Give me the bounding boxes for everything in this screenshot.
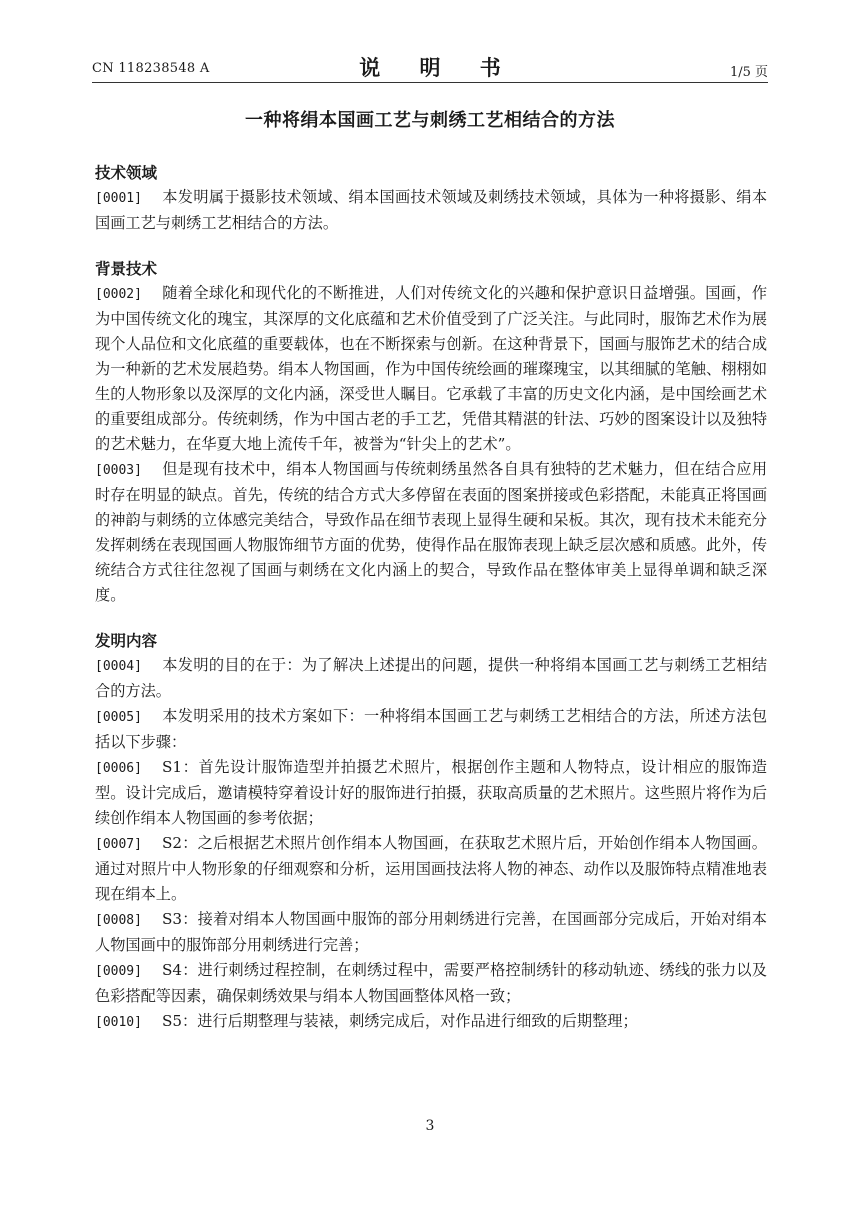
paragraph (95, 958, 767, 1009)
section-invention-content (95, 628, 767, 1035)
paragraph-text: 本发明的目的在于：为了解决上述提出的问题，提供一种将绢本国画工艺与刺绣工艺相结合的方法。 (95, 656, 767, 700)
paragraph (95, 704, 767, 755)
paragraph-number: [0006] (95, 761, 142, 776)
paragraph-number: [0003] (95, 463, 142, 478)
paragraph-number: [0002] (95, 287, 142, 302)
paragraph-text: 本发明属于摄影技术领域、绢本国画技术领域及刺绣技术领域，具体为一种将摄影、绢本国画工艺与刺绣工艺相结合的方法。 (95, 188, 767, 232)
paragraph (95, 755, 767, 831)
section-heading: 技术领域 (95, 163, 158, 182)
paragraph (95, 281, 767, 457)
section-heading: 发明内容 (95, 631, 158, 650)
paragraph-text: S4：进行刺绣过程控制，在刺绣过程中，需要严格控制绣针的移动轨迹、绣线的张力以及色彩搭配等因素，确保刺绣效果与绢本人物国画整体风格一致； (95, 961, 767, 1005)
paragraph (95, 653, 767, 704)
page-number: 3 (425, 1118, 435, 1134)
document-body (95, 160, 767, 1055)
page-header (92, 52, 768, 82)
paragraph-number: [0004] (95, 659, 142, 674)
paragraph (95, 907, 767, 958)
document-type: 说 明 书 (359, 55, 517, 80)
paragraph (95, 185, 767, 236)
paragraph (95, 1009, 767, 1035)
paragraph-text: S5：进行后期整理与装裱，刺绣完成后，对作品进行细致的后期整理； (161, 1012, 638, 1030)
paragraph-number: [0005] (95, 710, 142, 725)
header-divider (92, 82, 768, 83)
paragraph-text: S2：之后根据艺术照片创作绢本人物国画，在获取艺术照片后，开始创作绢本人物国画。通过对照片中人物形象的仔细观察和分析，运用国画技法将人物的神态、动作以及服饰特点精准地表现在绢本上。 (95, 834, 767, 903)
paragraph-number: [0008] (95, 913, 142, 928)
paragraph-text: 随着全球化和现代化的不断推进，人们对传统文化的兴趣和保护意识日益增强。国画，作为中国传统文化的瑰宝，其深厚的文化底蕴和艺术价值受到了广泛关注。与此同时，服饰艺术作为展现个人品位和文化底蕴的重要载体，也在不断探索与创新。在这种背景下，国画与服饰艺术的结合成为一种新的艺术发展趋势。绢本人物国画，作为中国传统绘画的璀璨瑰宝，以其细腻的笔触、栩栩如生的人物形象以及深厚的文化内涵，深受世人瞩目。它承载了丰富的历史文化内涵，是中国绘画艺术的重要组成部分。传统刺绣，作为中国古老的手工艺，凭借其精湛的针法、巧妙的图案设计以及独特的艺术魅力，在华夏大地上流传千年，被誉为“针尖上的艺术”。 (95, 284, 767, 453)
section-heading: 背景技术 (95, 259, 158, 278)
paragraph-text: 但是现有技术中，绢本人物国画与传统刺绣虽然各自具有独特的艺术魅力，但在结合应用时存在明显的缺点。首先，传统的结合方式大多停留在表面的图案拼接或色彩搭配，未能真正将国画的神韵与刺绣的立体感完美结合，导致作品在细节表现上显得生硬和呆板。其次，现有技术未能充分发挥刺绣在表现国画人物服饰细节方面的优势，使得作品在服饰表现上缺乏层次感和质感。此外，传统结合方式往往忽视了国画与刺绣在文化内涵上的契合，导致作品在整体审美上显得单调和缺乏深度。 (95, 460, 767, 604)
paragraph-number: [0001] (95, 191, 142, 206)
paragraph-text: 本发明采用的技术方案如下：一种将绢本国画工艺与刺绣工艺相结合的方法，所述方法包括以下步骤： (95, 707, 767, 751)
document-title: 一种将绢本国画工艺与刺绣工艺相结合的方法 (245, 110, 615, 131)
paragraph-text: S3：接着对绢本人物国画中服饰的部分用刺绣进行完善，在国画部分完成后，开始对绢本人物国画中的服饰部分用刺绣进行完善； (95, 910, 767, 954)
paragraph (95, 457, 767, 608)
publication-number: CN 118238548 A (92, 61, 210, 76)
paragraph-text: S1：首先设计服饰造型并拍摄艺术照片，根据创作主题和人物特点，设计相应的服饰造型。设计完成后，邀请模特穿着设计好的服饰进行拍摄，获取高质量的艺术照片。这些照片将作为后续创作绢本人物国画的参考依据； (95, 758, 767, 827)
paragraph-number: [0007] (95, 837, 142, 852)
paragraph (95, 831, 767, 907)
page-count: 1/5 页 (729, 65, 768, 80)
paragraph-number: [0009] (95, 964, 142, 979)
paragraph-number: [0010] (95, 1015, 142, 1030)
section-technical-field (95, 160, 767, 236)
section-background (95, 256, 767, 608)
